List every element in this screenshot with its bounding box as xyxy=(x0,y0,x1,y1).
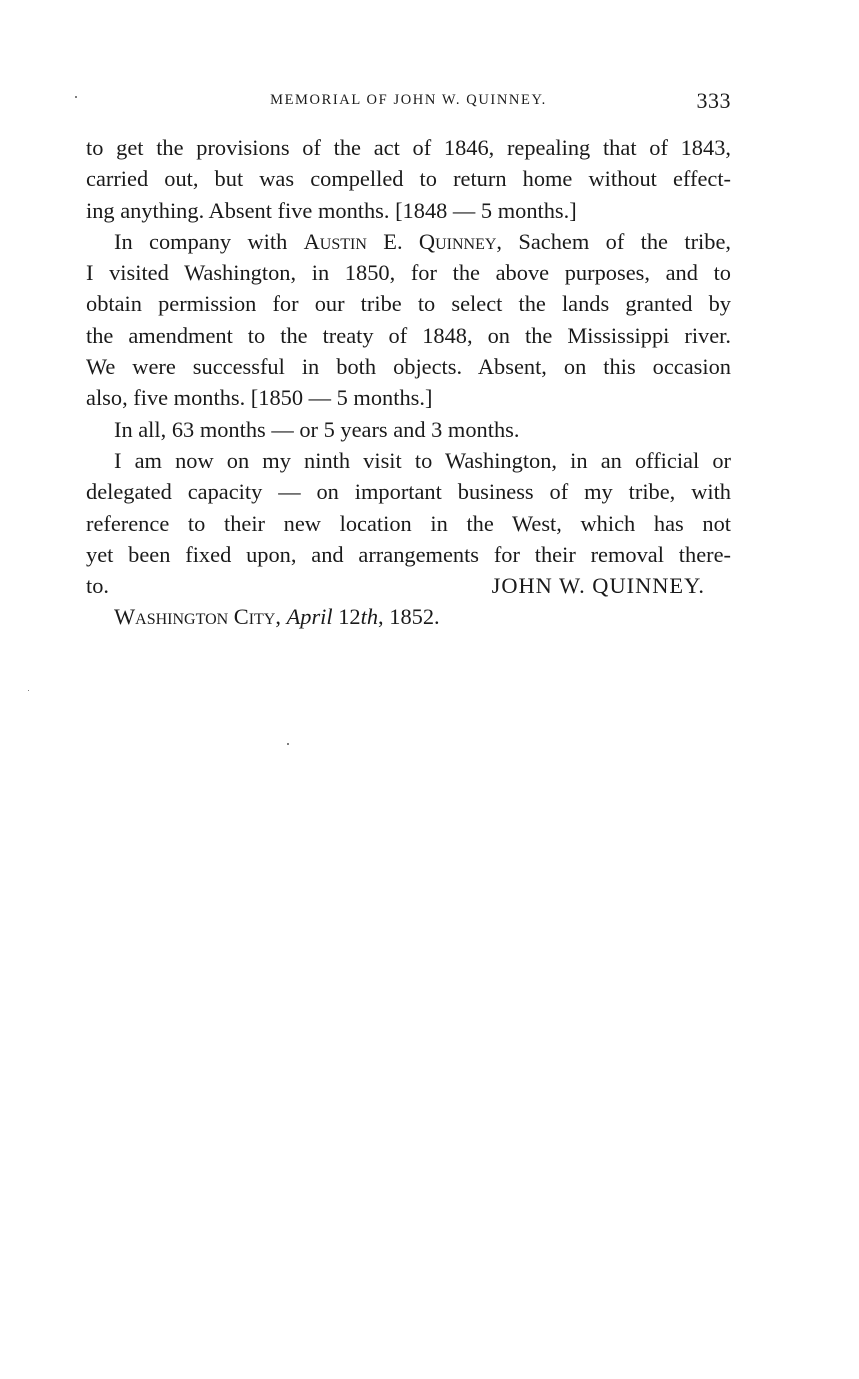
scan-speck xyxy=(28,690,29,691)
paragraph4-line5-text: to. xyxy=(86,573,110,599)
dateline-comma: , xyxy=(275,604,281,630)
dateline-month: April xyxy=(286,604,333,630)
paragraph4-line4: yet been fixed upon, and arrangements for their removal there- xyxy=(86,541,731,567)
dateline-place: Washington City xyxy=(114,604,276,630)
page-number: 333 xyxy=(696,88,731,113)
paragraph4-line1: I am now on my ninth visit to Washington, in an official or xyxy=(114,447,731,473)
paragraph2-line1-pre: In company with xyxy=(114,228,304,254)
sachem-name: Austin E. Quinney xyxy=(303,228,497,254)
dateline-day: 12 xyxy=(338,604,361,630)
paragraph4-line3: reference to their new location in the West, which has not xyxy=(86,510,731,536)
paragraph1-line3: ing anything. Absent five months. [1848 — 5 months.] xyxy=(86,197,577,223)
signature: JOHN W. QUINNEY. xyxy=(491,573,705,599)
dateline xyxy=(86,601,731,632)
running-head xyxy=(86,88,731,114)
body-text xyxy=(86,132,731,633)
dateline-year: , 1852. xyxy=(378,604,440,630)
paragraph2-line4: the amendment to the treaty of 1848, on the Mississippi river. xyxy=(86,322,731,348)
paragraph3-line1: In all, 63 months — or 5 years and 3 months. xyxy=(114,416,520,442)
paragraph2-line5: We were successful in both objects. Absent, on this occasion xyxy=(86,354,731,380)
paragraph4-line5 xyxy=(86,570,731,601)
paragraph2-line2: I visited Washington, in 1850, for the above purposes, and to xyxy=(86,260,731,286)
scan-speck xyxy=(287,743,289,745)
paragraph2-line3: obtain permission for our tribe to select the lands granted by xyxy=(86,291,731,317)
paragraph2-line1 xyxy=(86,226,731,257)
paragraph2-line1-post: , Sachem of the tribe, xyxy=(496,228,731,254)
running-title: MEMORIAL OF JOHN W. QUINNEY. xyxy=(270,92,547,108)
scan-speck xyxy=(75,96,77,98)
paragraph2-line6: also, five months. [1850 — 5 months.] xyxy=(86,385,433,411)
paragraph1-line2: carried out, but was compelled to return home without effect- xyxy=(86,166,731,192)
paragraph1-line1: to get the provisions of the act of 1846, repealing that of 1843, xyxy=(86,135,731,160)
paragraph4-line2: delegated capacity — on important business of my tribe, with xyxy=(86,479,731,505)
dateline-day-suffix: th xyxy=(360,604,379,630)
